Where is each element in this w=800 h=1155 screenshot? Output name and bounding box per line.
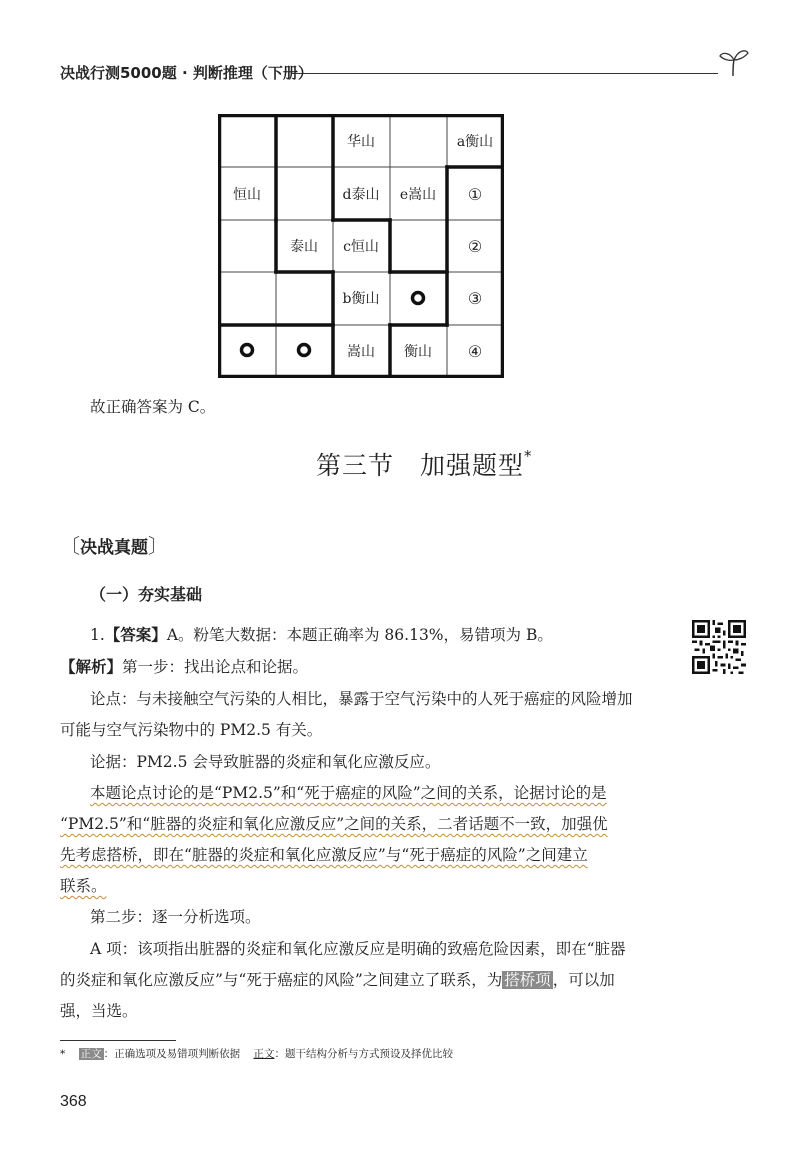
q1-answer-line bbox=[90, 623, 553, 645]
p2: 论据：PM2.5 会导致脏器的炎症和氧化应激反应。 bbox=[90, 753, 441, 771]
sub-heading: （一）夯实基础 bbox=[90, 585, 203, 604]
footnote-text-2: ：题干结构分析与方式预设及择优比较 bbox=[274, 1048, 453, 1060]
p5-line3: 强，当选。 bbox=[60, 1002, 138, 1020]
footnote-tag-1: 正文 bbox=[80, 1048, 102, 1060]
answer-text: A。粉笔大数据：本题正确率为 86.13%，易错项为 B。 bbox=[166, 626, 553, 644]
cell-r3c2: b衡山 bbox=[342, 291, 380, 307]
bracket-right: 〕 bbox=[148, 534, 168, 558]
zhenti-text: 决战真题 bbox=[80, 538, 148, 558]
p3-line4: 联系。 bbox=[60, 877, 107, 895]
cell-r1c2: d泰山 bbox=[342, 187, 380, 203]
cell-r1c0: 恒山 bbox=[233, 187, 261, 203]
puzzle-grid-svg bbox=[218, 114, 504, 378]
footnote-tag-2: 正文 bbox=[253, 1048, 275, 1060]
analysis-label: 【解析】 bbox=[60, 657, 123, 676]
footnote-rule bbox=[60, 1040, 176, 1041]
sprout-icon bbox=[716, 44, 750, 78]
page-number: 368 bbox=[60, 1093, 87, 1110]
zhenti-heading bbox=[60, 530, 168, 559]
cell-r4c4: ④ bbox=[467, 342, 483, 361]
cell-r4c2: 嵩山 bbox=[347, 344, 375, 360]
p5-line2-a: 的炎症和氧化应激反应”与“死于癌症的风险”之间建立了联系，为 bbox=[60, 971, 503, 989]
highlight-term: 搭桥项 bbox=[504, 971, 551, 989]
cell-r4c3: 衡山 bbox=[404, 344, 432, 360]
p5-line2 bbox=[60, 968, 615, 990]
p5-line1: A 项：该项指出脏器的炎症和氧化应激反应是明确的致癌危险因素，即在“脏器 bbox=[90, 940, 626, 958]
p5-line2-b: ，可以加 bbox=[552, 971, 615, 989]
puzzle-grid bbox=[218, 114, 504, 382]
p1-line2: 可能与空气污染物中的 PM2.5 有关。 bbox=[60, 721, 323, 739]
section-title-mark: * bbox=[524, 446, 533, 465]
section-title bbox=[316, 446, 533, 482]
analysis-text: 第一步：找出论点和论据。 bbox=[122, 658, 309, 676]
footnote bbox=[60, 1046, 453, 1061]
q1-analysis-line bbox=[60, 655, 308, 677]
footnote-text-1: ：正确选项及易错项判断依据 bbox=[103, 1048, 241, 1060]
p3-line2: “PM2.5”和“脏器的炎症和氧化应激反应”之间的关系，二者话题不一致，加强优 bbox=[60, 815, 608, 833]
cell-r1c3: e嵩山 bbox=[399, 187, 437, 203]
answer-label: 【答案】 bbox=[104, 625, 167, 644]
header-rule bbox=[292, 73, 718, 74]
p3-line3: 先考虑搭桥，即在“脏器的炎症和氧化应激反应”与“死于癌症的风险”之间建立 bbox=[60, 846, 588, 864]
cell-r0c4: a衡山 bbox=[456, 134, 494, 150]
q1-number: 1. bbox=[90, 626, 105, 644]
p1-line1: 论点：与未接触空气污染的人相比，暴露于空气污染中的人死于癌症的风险增加 bbox=[90, 690, 633, 708]
answer-line: 故正确答案为 C。 bbox=[90, 398, 216, 416]
footnote-star: * bbox=[60, 1048, 66, 1060]
section-title-text: 第三节 加强题型 bbox=[316, 451, 525, 480]
cell-r0c2: 华山 bbox=[347, 134, 375, 150]
cell-r2c2: c恒山 bbox=[343, 239, 379, 255]
cell-r2c1: 泰山 bbox=[290, 239, 318, 255]
cell-r2c4: ② bbox=[467, 237, 483, 256]
running-header: 决战行测5000题 · 判断推理（下册） bbox=[60, 64, 313, 82]
circle-marker bbox=[242, 345, 253, 356]
p3-line1: 本题论点讨论的是“PM2.5”和“死于癌症的风险”之间的关系，论据讨论的是 bbox=[90, 784, 607, 802]
qr-code-icon bbox=[692, 620, 746, 674]
circle-marker bbox=[299, 345, 310, 356]
cell-r1c4: ① bbox=[467, 185, 483, 204]
bracket-left: 〔 bbox=[60, 534, 80, 558]
circle-marker bbox=[413, 293, 424, 304]
p4: 第二步：逐一分析选项。 bbox=[90, 908, 261, 926]
cell-r3c4: ③ bbox=[467, 289, 483, 308]
